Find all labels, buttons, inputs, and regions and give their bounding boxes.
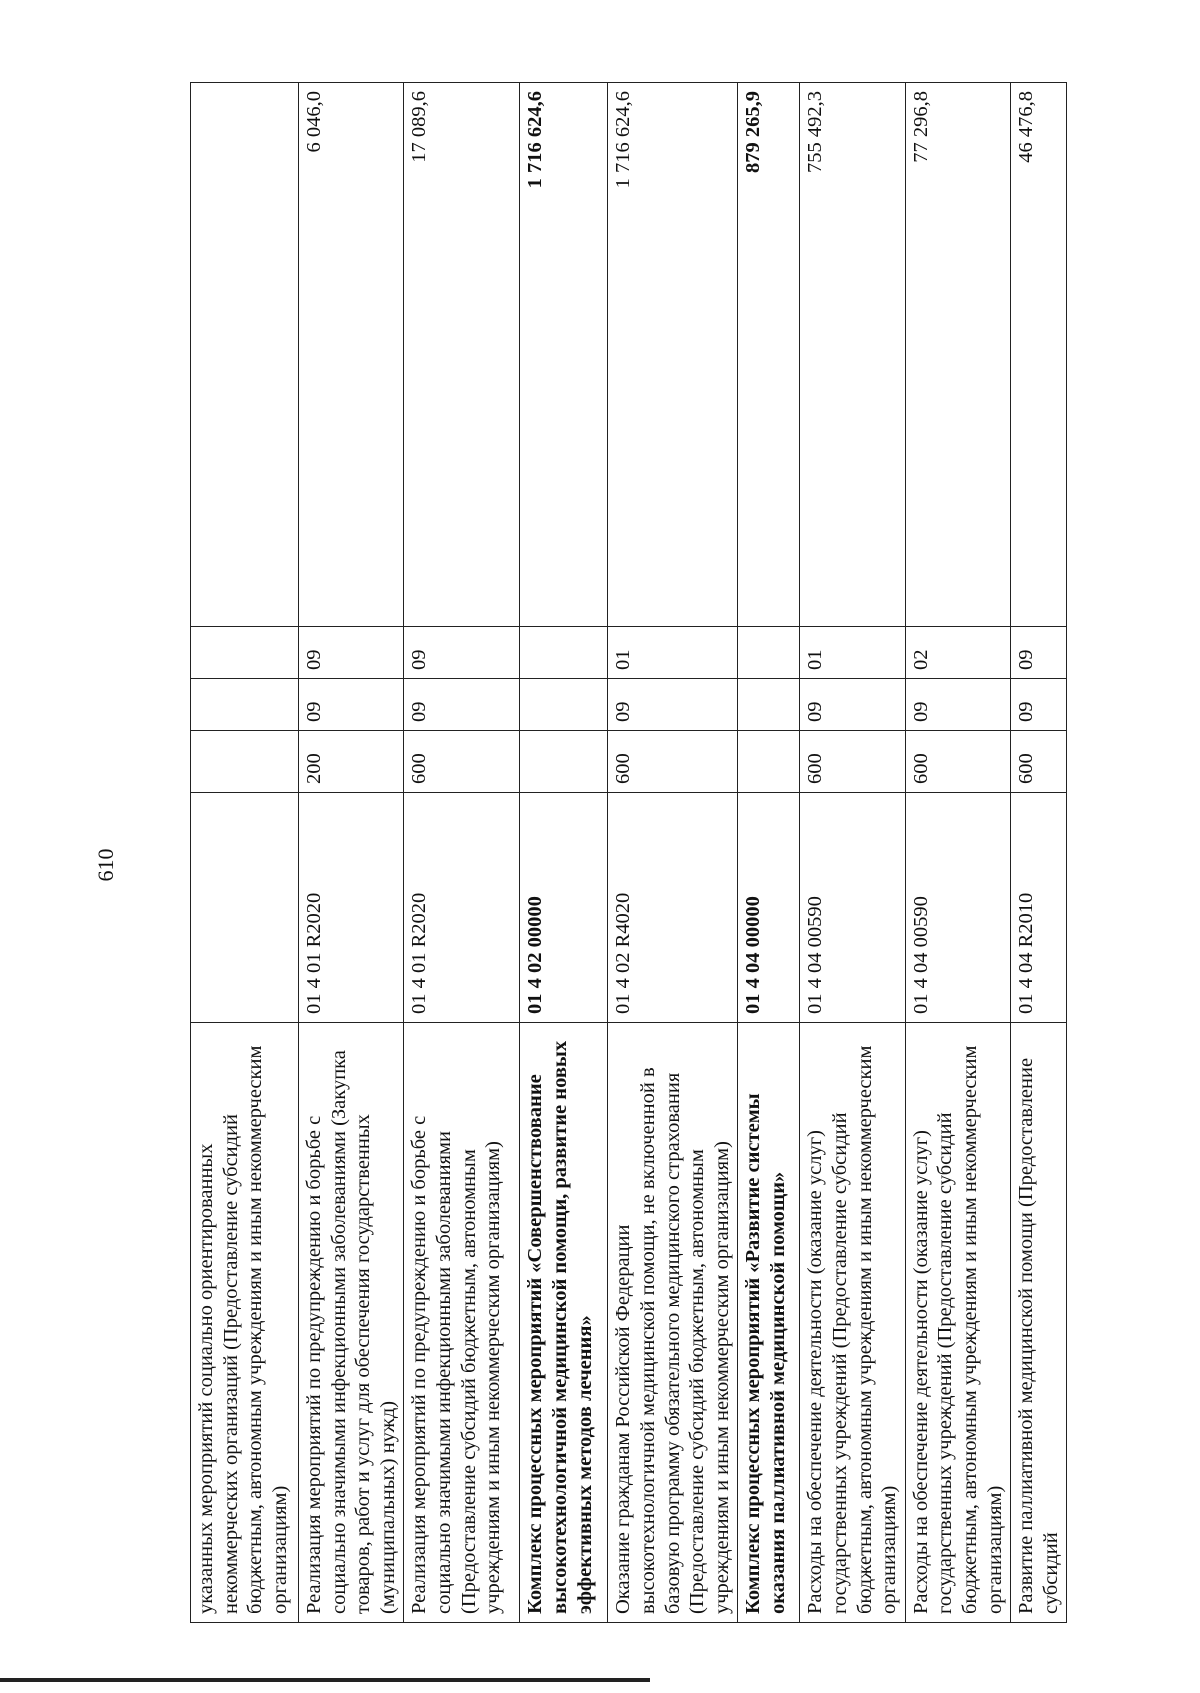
- row-section: 09: [608, 679, 738, 731]
- budget-table-sheet: [190, 83, 1150, 1623]
- row-expense-type: 600: [608, 731, 738, 793]
- budget-table-body: [191, 83, 1067, 1623]
- row-code: 01 4 01 R2020: [299, 793, 404, 1023]
- row-amount: 879 265,9: [738, 83, 800, 627]
- row-code: 01 4 02 R4020: [608, 793, 738, 1023]
- table-row: [905, 83, 1010, 1623]
- row-amount: 77 296,8: [905, 83, 1010, 627]
- page-number: 610: [93, 848, 118, 882]
- row-subsection: [191, 627, 299, 679]
- row-section: 09: [800, 679, 905, 731]
- row-expense-type: [520, 731, 608, 793]
- row-name: Комплекс процессных мероприятий «Развитие системы оказания паллиативной медицинской помощи»: [738, 1023, 800, 1623]
- row-expense-type: 600: [905, 731, 1010, 793]
- row-name: Комплекс процессных мероприятий «Совершенствование высокотехнологичной медицинской помощи, развитие новых эффективных методов лечения»: [520, 1023, 608, 1623]
- row-subsection: [738, 627, 800, 679]
- bottom-rule: [0, 1678, 650, 1682]
- budget-table: [190, 82, 1067, 1623]
- row-section: [191, 679, 299, 731]
- table-row: [404, 83, 520, 1623]
- row-subsection: 09: [1011, 627, 1067, 679]
- row-amount: 46 476,8: [1011, 83, 1067, 627]
- row-expense-type: 600: [800, 731, 905, 793]
- row-name: Развитие паллиативной медицинской помощи (Предоставление субсидий: [1011, 1023, 1067, 1623]
- row-expense-type: [738, 731, 800, 793]
- row-name: Реализация мероприятий по предупреждению и борьбе с социально значимыми инфекционными заболеваниями (Закупка товаров, работ и услуг для обеспечения государственных (муниципальных) нужд): [299, 1023, 404, 1623]
- row-section: 09: [299, 679, 404, 731]
- row-expense-type: [191, 731, 299, 793]
- row-code: 01 4 04 00590: [800, 793, 905, 1023]
- row-name: Реализация мероприятий по предупреждению и борьбе с социально значимыми инфекционными заболеваниями (Предоставление субсидий бюджетным, автономным учреждениям и иным некоммерческим организациям): [404, 1023, 520, 1623]
- table-row: [738, 83, 800, 1623]
- row-amount: 755 492,3: [800, 83, 905, 627]
- row-expense-type: 200: [299, 731, 404, 793]
- row-code: 01 4 02 00000: [520, 793, 608, 1023]
- row-name: Оказание гражданам Российской Федерации высокотехнологичной медицинской помощи, не включенной в базовую программу обязательного медицинского страхования (Предоставление субсидий бюджетным, автономным учреждениям и иным некоммерческим организациям): [608, 1023, 738, 1623]
- row-expense-type: 600: [404, 731, 520, 793]
- row-subsection: 09: [404, 627, 520, 679]
- row-code: 01 4 04 00000: [738, 793, 800, 1023]
- row-code: 01 4 04 R2010: [1011, 793, 1067, 1023]
- row-subsection: 01: [608, 627, 738, 679]
- table-row: [800, 83, 905, 1623]
- row-amount: 6 046,0: [299, 83, 404, 627]
- row-amount: 1 716 624,6: [520, 83, 608, 627]
- row-section: 09: [905, 679, 1010, 731]
- row-name: Расходы на обеспечение деятельности (оказание услуг) государственных учреждений (Предоставление субсидий бюджетным, автономным учреждениям и иным некоммерческим организациям): [800, 1023, 905, 1623]
- row-amount: [191, 83, 299, 627]
- row-amount: 17 089,6: [404, 83, 520, 627]
- table-row: [608, 83, 738, 1623]
- row-section: [520, 679, 608, 731]
- row-code: 01 4 01 R2020: [404, 793, 520, 1023]
- row-code: 01 4 04 00590: [905, 793, 1010, 1023]
- row-amount: 1 716 624,6: [608, 83, 738, 627]
- table-row: [299, 83, 404, 1623]
- row-section: 09: [1011, 679, 1067, 731]
- table-row: [191, 83, 299, 1623]
- row-section: [738, 679, 800, 731]
- row-section: 09: [404, 679, 520, 731]
- row-code: [191, 793, 299, 1023]
- row-subsection: 01: [800, 627, 905, 679]
- table-row: [1011, 83, 1067, 1623]
- row-subsection: 09: [299, 627, 404, 679]
- row-subsection: [520, 627, 608, 679]
- row-subsection: 02: [905, 627, 1010, 679]
- row-expense-type: 600: [1011, 731, 1067, 793]
- row-name: указанных мероприятий социально ориентированных некоммерческих организаций (Предоставление субсидий бюджетным, автономным учреждениям и иным некоммерческим организациям): [191, 1023, 299, 1623]
- row-name: Расходы на обеспечение деятельности (оказание услуг) государственных учреждений (Предоставление субсидий бюджетным, автономным учреждениям и иным некоммерческим организациям): [905, 1023, 1010, 1623]
- table-row: [520, 83, 608, 1623]
